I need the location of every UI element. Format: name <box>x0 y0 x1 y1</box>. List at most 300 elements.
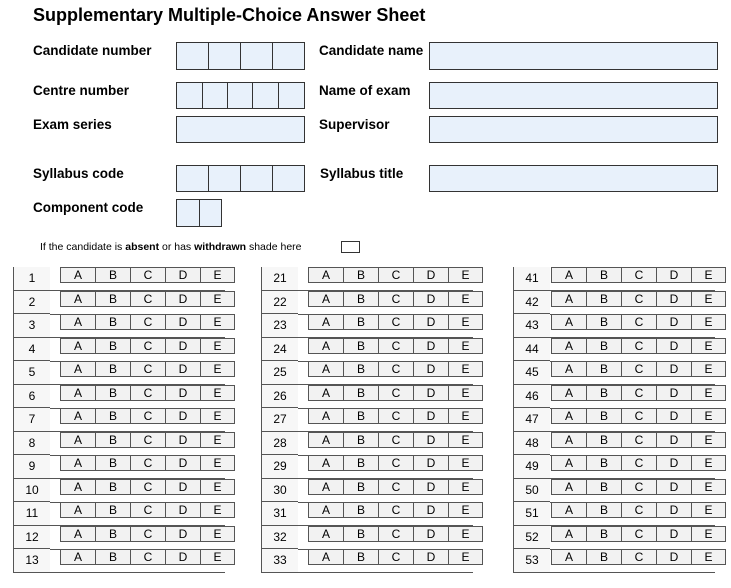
option-b-bubble[interactable]: B <box>586 502 621 518</box>
question-number: 46 <box>513 385 550 409</box>
digit-box[interactable] <box>279 83 304 108</box>
option-c-bubble[interactable]: C <box>621 291 656 307</box>
option-d-bubble[interactable]: D <box>413 361 448 377</box>
option-d-bubble[interactable]: D <box>656 549 691 565</box>
option-a-bubble[interactable]: A <box>308 479 343 495</box>
question-number: 13 <box>13 549 50 573</box>
question-number: 4 <box>13 338 50 362</box>
question-row <box>261 432 473 456</box>
option-a-bubble[interactable]: A <box>60 385 95 401</box>
option-d-bubble[interactable]: D <box>413 455 448 471</box>
option-b-bubble[interactable]: B <box>586 291 621 307</box>
option-a-bubble[interactable]: A <box>60 502 95 518</box>
option-d-bubble[interactable]: D <box>656 314 691 330</box>
answer-options <box>551 432 726 448</box>
option-d-bubble[interactable]: D <box>413 502 448 518</box>
option-b-bubble[interactable]: B <box>95 455 130 471</box>
option-a-bubble[interactable]: A <box>551 338 586 354</box>
question-row <box>261 479 473 503</box>
option-b-bubble[interactable]: B <box>95 385 130 401</box>
question-number: 45 <box>513 361 550 385</box>
option-e-bubble[interactable]: E <box>200 408 235 424</box>
option-d-bubble[interactable]: D <box>165 291 200 307</box>
question-number: 8 <box>13 432 50 456</box>
option-a-bubble[interactable]: A <box>60 549 95 565</box>
option-b-bubble[interactable]: B <box>95 314 130 330</box>
answer-options <box>551 479 726 495</box>
option-a-bubble[interactable]: A <box>308 314 343 330</box>
option-e-bubble[interactable]: E <box>691 479 726 495</box>
option-a-bubble[interactable]: A <box>308 291 343 307</box>
question-number: 33 <box>261 549 298 573</box>
syllabus-code-boxes[interactable] <box>176 165 305 192</box>
option-a-bubble[interactable]: A <box>308 502 343 518</box>
option-e-bubble[interactable]: E <box>200 385 235 401</box>
exam-series-field[interactable] <box>176 116 305 143</box>
question-row <box>13 267 225 291</box>
option-a-bubble[interactable]: A <box>551 385 586 401</box>
option-b-bubble[interactable]: B <box>343 432 378 448</box>
option-e-bubble[interactable]: E <box>200 502 235 518</box>
candidate-name-field[interactable] <box>429 42 718 70</box>
question-number: 53 <box>513 549 550 573</box>
option-a-bubble[interactable]: A <box>551 455 586 471</box>
question-row <box>13 526 225 550</box>
option-a-bubble[interactable]: A <box>551 314 586 330</box>
option-c-bubble[interactable]: C <box>130 479 165 495</box>
option-b-bubble[interactable]: B <box>586 314 621 330</box>
option-d-bubble[interactable]: D <box>165 314 200 330</box>
answer-options <box>551 455 726 471</box>
option-a-bubble[interactable]: A <box>551 267 586 283</box>
digit-box[interactable] <box>241 166 273 191</box>
option-e-bubble[interactable]: E <box>448 291 483 307</box>
digit-box[interactable] <box>273 166 304 191</box>
candidate-number-label: Candidate number <box>33 43 152 58</box>
digit-box[interactable] <box>273 43 304 69</box>
answer-options <box>60 502 235 518</box>
question-row <box>261 502 473 526</box>
option-b-bubble[interactable]: B <box>586 267 621 283</box>
option-c-bubble[interactable]: C <box>378 502 413 518</box>
option-b-bubble[interactable]: B <box>586 432 621 448</box>
question-row <box>513 432 715 456</box>
option-d-bubble[interactable]: D <box>656 479 691 495</box>
question-number: 26 <box>261 385 298 409</box>
option-d-bubble[interactable]: D <box>413 549 448 565</box>
option-d-bubble[interactable]: D <box>656 455 691 471</box>
syllabus-code-label: Syllabus code <box>33 166 124 181</box>
digit-box[interactable] <box>203 83 228 108</box>
component-code-boxes[interactable] <box>176 199 222 227</box>
question-row <box>261 314 473 338</box>
answer-options <box>308 549 483 565</box>
option-c-bubble[interactable]: C <box>621 432 656 448</box>
option-b-bubble[interactable]: B <box>586 479 621 495</box>
option-c-bubble[interactable]: C <box>378 549 413 565</box>
question-number: 2 <box>13 291 50 315</box>
option-b-bubble[interactable]: B <box>95 502 130 518</box>
question-row <box>261 408 473 432</box>
option-e-bubble[interactable]: E <box>691 502 726 518</box>
option-d-bubble[interactable]: D <box>656 361 691 377</box>
option-b-bubble[interactable]: B <box>95 526 130 542</box>
option-c-bubble[interactable]: C <box>130 502 165 518</box>
question-row <box>13 549 225 573</box>
option-c-bubble[interactable]: C <box>621 267 656 283</box>
option-e-bubble[interactable]: E <box>691 267 726 283</box>
question-number: 23 <box>261 314 298 338</box>
question-row <box>261 267 473 291</box>
option-d-bubble[interactable]: D <box>165 432 200 448</box>
option-e-bubble[interactable]: E <box>200 432 235 448</box>
option-e-bubble[interactable]: E <box>691 549 726 565</box>
question-row <box>13 338 225 362</box>
option-a-bubble[interactable]: A <box>60 267 95 283</box>
answer-options <box>308 526 483 542</box>
question-number: 49 <box>513 455 550 479</box>
option-c-bubble[interactable]: C <box>378 314 413 330</box>
option-d-bubble[interactable]: D <box>165 338 200 354</box>
option-d-bubble[interactable]: D <box>165 549 200 565</box>
option-e-bubble[interactable]: E <box>200 526 235 542</box>
option-d-bubble[interactable]: D <box>413 408 448 424</box>
question-row <box>261 291 473 315</box>
option-a-bubble[interactable]: A <box>60 408 95 424</box>
digit-box[interactable] <box>209 43 241 69</box>
option-c-bubble[interactable]: C <box>130 291 165 307</box>
centre-number-label: Centre number <box>33 83 130 98</box>
option-e-bubble[interactable]: E <box>691 526 726 542</box>
answer-options <box>551 267 726 283</box>
question-number: 21 <box>261 267 298 291</box>
option-c-bubble[interactable]: C <box>378 432 413 448</box>
answer-column <box>13 267 225 573</box>
name-of-exam-label: Name of exam <box>319 83 411 98</box>
answer-options <box>60 408 235 424</box>
option-c-bubble[interactable]: C <box>621 526 656 542</box>
option-d-bubble[interactable]: D <box>165 479 200 495</box>
digit-box[interactable] <box>228 83 253 108</box>
option-c-bubble[interactable]: C <box>378 361 413 377</box>
option-d-bubble[interactable]: D <box>413 267 448 283</box>
option-a-bubble[interactable]: A <box>551 502 586 518</box>
option-c-bubble[interactable]: C <box>621 338 656 354</box>
option-e-bubble[interactable]: E <box>448 502 483 518</box>
option-b-bubble[interactable]: B <box>343 479 378 495</box>
option-b-bubble[interactable]: B <box>586 338 621 354</box>
option-c-bubble[interactable]: C <box>130 526 165 542</box>
option-b-bubble[interactable]: B <box>343 549 378 565</box>
option-b-bubble[interactable]: B <box>95 479 130 495</box>
option-d-bubble[interactable]: D <box>413 526 448 542</box>
digit-box[interactable] <box>241 43 273 69</box>
option-a-bubble[interactable]: A <box>308 408 343 424</box>
option-e-bubble[interactable]: E <box>691 338 726 354</box>
option-b-bubble[interactable]: B <box>343 361 378 377</box>
option-e-bubble[interactable]: E <box>200 549 235 565</box>
answer-options <box>551 385 726 401</box>
option-d-bubble[interactable]: D <box>413 291 448 307</box>
option-e-bubble[interactable]: E <box>691 361 726 377</box>
option-e-bubble[interactable]: E <box>448 455 483 471</box>
option-c-bubble[interactable]: C <box>130 267 165 283</box>
option-d-bubble[interactable]: D <box>165 361 200 377</box>
option-c-bubble[interactable]: C <box>378 338 413 354</box>
question-number: 24 <box>261 338 298 362</box>
option-b-bubble[interactable]: B <box>586 408 621 424</box>
option-b-bubble[interactable]: B <box>343 408 378 424</box>
option-e-bubble[interactable]: E <box>200 314 235 330</box>
option-c-bubble[interactable]: C <box>378 385 413 401</box>
option-a-bubble[interactable]: A <box>60 479 95 495</box>
answer-options <box>60 267 235 283</box>
question-row <box>513 549 715 573</box>
option-d-bubble[interactable]: D <box>656 526 691 542</box>
option-a-bubble[interactable]: A <box>60 338 95 354</box>
question-number: 28 <box>261 432 298 456</box>
answer-options <box>308 291 483 307</box>
option-e-bubble[interactable]: E <box>448 338 483 354</box>
question-row <box>513 502 715 526</box>
question-number: 29 <box>261 455 298 479</box>
option-e-bubble[interactable]: E <box>200 291 235 307</box>
option-b-bubble[interactable]: B <box>343 455 378 471</box>
option-d-bubble[interactable]: D <box>165 267 200 283</box>
option-d-bubble[interactable]: D <box>413 479 448 495</box>
option-a-bubble[interactable]: A <box>60 455 95 471</box>
option-c-bubble[interactable]: C <box>621 314 656 330</box>
answer-options <box>551 526 726 542</box>
option-b-bubble[interactable]: B <box>95 549 130 565</box>
question-number: 47 <box>513 408 550 432</box>
question-number: 43 <box>513 314 550 338</box>
option-e-bubble[interactable]: E <box>200 361 235 377</box>
option-d-bubble[interactable]: D <box>656 432 691 448</box>
option-d-bubble[interactable]: D <box>656 408 691 424</box>
option-c-bubble[interactable]: C <box>130 361 165 377</box>
syllabus-title-field[interactable] <box>429 165 718 192</box>
option-e-bubble[interactable]: E <box>448 361 483 377</box>
option-e-bubble[interactable]: E <box>448 385 483 401</box>
option-e-bubble[interactable]: E <box>200 479 235 495</box>
answer-options <box>60 338 235 354</box>
option-d-bubble[interactable]: D <box>656 385 691 401</box>
option-a-bubble[interactable]: A <box>551 361 586 377</box>
option-d-bubble[interactable]: D <box>656 338 691 354</box>
option-a-bubble[interactable]: A <box>60 432 95 448</box>
name-of-exam-field[interactable] <box>429 82 718 109</box>
option-e-bubble[interactable]: E <box>691 385 726 401</box>
option-a-bubble[interactable]: A <box>308 338 343 354</box>
answer-options <box>551 549 726 565</box>
option-c-bubble[interactable]: C <box>621 479 656 495</box>
supervisor-field[interactable] <box>429 116 718 143</box>
option-b-bubble[interactable]: B <box>586 385 621 401</box>
option-c-bubble[interactable]: C <box>130 455 165 471</box>
option-b-bubble[interactable]: B <box>95 291 130 307</box>
option-e-bubble[interactable]: E <box>448 432 483 448</box>
question-number: 9 <box>13 455 50 479</box>
option-d-bubble[interactable]: D <box>413 314 448 330</box>
option-b-bubble[interactable]: B <box>343 338 378 354</box>
option-e-bubble[interactable]: E <box>691 314 726 330</box>
centre-number-boxes[interactable] <box>176 82 305 109</box>
option-e-bubble[interactable]: E <box>691 455 726 471</box>
digit-box[interactable] <box>177 43 209 69</box>
question-row <box>513 526 715 550</box>
digit-box[interactable] <box>253 83 279 108</box>
answer-options <box>308 338 483 354</box>
row-divider <box>550 572 715 573</box>
option-b-bubble[interactable]: B <box>343 314 378 330</box>
option-b-bubble[interactable]: B <box>95 408 130 424</box>
option-e-bubble[interactable]: E <box>691 291 726 307</box>
option-b-bubble[interactable]: B <box>586 526 621 542</box>
option-e-bubble[interactable]: E <box>200 267 235 283</box>
absent-note-text: If the candidate is <box>40 241 126 253</box>
option-d-bubble[interactable]: D <box>165 385 200 401</box>
digit-box[interactable] <box>200 200 221 226</box>
option-a-bubble[interactable]: A <box>551 432 586 448</box>
option-d-bubble[interactable]: D <box>165 502 200 518</box>
question-row <box>261 338 473 362</box>
option-c-bubble[interactable]: C <box>621 455 656 471</box>
option-b-bubble[interactable]: B <box>95 361 130 377</box>
option-e-bubble[interactable]: E <box>200 455 235 471</box>
question-row <box>513 361 715 385</box>
option-a-bubble[interactable]: A <box>308 361 343 377</box>
option-c-bubble[interactable]: C <box>621 385 656 401</box>
option-b-bubble[interactable]: B <box>586 361 621 377</box>
option-b-bubble[interactable]: B <box>343 385 378 401</box>
option-c-bubble[interactable]: C <box>378 526 413 542</box>
option-e-bubble[interactable]: E <box>200 338 235 354</box>
answer-options <box>60 432 235 448</box>
option-a-bubble[interactable]: A <box>308 267 343 283</box>
answer-options <box>551 314 726 330</box>
option-c-bubble[interactable]: C <box>130 549 165 565</box>
question-number: 25 <box>261 361 298 385</box>
option-c-bubble[interactable]: C <box>130 338 165 354</box>
supervisor-label: Supervisor <box>319 117 390 132</box>
question-number: 52 <box>513 526 550 550</box>
option-c-bubble[interactable]: C <box>378 408 413 424</box>
answer-options <box>551 361 726 377</box>
answer-options <box>551 408 726 424</box>
question-number: 12 <box>13 526 50 550</box>
question-number: 27 <box>261 408 298 432</box>
option-d-bubble[interactable]: D <box>165 408 200 424</box>
option-b-bubble[interactable]: B <box>95 338 130 354</box>
option-a-bubble[interactable]: A <box>551 549 586 565</box>
option-b-bubble[interactable]: B <box>586 455 621 471</box>
option-b-bubble[interactable]: B <box>343 502 378 518</box>
absent-shade-box[interactable] <box>341 241 360 253</box>
question-row <box>513 338 715 362</box>
option-d-bubble[interactable]: D <box>413 338 448 354</box>
option-e-bubble[interactable]: E <box>691 432 726 448</box>
candidate-name-label: Candidate name <box>319 43 424 58</box>
option-b-bubble[interactable]: B <box>586 549 621 565</box>
option-a-bubble[interactable]: A <box>308 385 343 401</box>
question-number: 6 <box>13 385 50 409</box>
option-b-bubble[interactable]: B <box>343 267 378 283</box>
option-a-bubble[interactable]: A <box>60 314 95 330</box>
option-a-bubble[interactable]: A <box>60 291 95 307</box>
option-c-bubble[interactable]: C <box>378 267 413 283</box>
option-e-bubble[interactable]: E <box>448 408 483 424</box>
option-d-bubble[interactable]: D <box>656 291 691 307</box>
question-number: 42 <box>513 291 550 315</box>
digit-box[interactable] <box>177 200 200 226</box>
option-c-bubble[interactable]: C <box>621 408 656 424</box>
option-c-bubble[interactable]: C <box>621 549 656 565</box>
candidate-number-boxes[interactable] <box>176 42 305 70</box>
digit-box[interactable] <box>177 83 203 108</box>
digit-box[interactable] <box>209 166 241 191</box>
question-row <box>513 455 715 479</box>
option-e-bubble[interactable]: E <box>448 267 483 283</box>
option-a-bubble[interactable]: A <box>60 361 95 377</box>
option-e-bubble[interactable]: E <box>448 549 483 565</box>
option-e-bubble[interactable]: E <box>691 408 726 424</box>
option-c-bubble[interactable]: C <box>130 432 165 448</box>
option-e-bubble[interactable]: E <box>448 314 483 330</box>
option-c-bubble[interactable]: C <box>130 408 165 424</box>
option-a-bubble[interactable]: A <box>551 408 586 424</box>
option-c-bubble[interactable]: C <box>378 479 413 495</box>
option-a-bubble[interactable]: A <box>308 526 343 542</box>
option-d-bubble[interactable]: D <box>165 526 200 542</box>
question-row <box>13 408 225 432</box>
option-d-bubble[interactable]: D <box>413 385 448 401</box>
option-b-bubble[interactable]: B <box>343 291 378 307</box>
component-code-label: Component code <box>33 200 144 215</box>
question-row <box>261 361 473 385</box>
option-c-bubble[interactable]: C <box>130 314 165 330</box>
option-b-bubble[interactable]: B <box>95 267 130 283</box>
absent-word: absent <box>125 241 160 253</box>
option-a-bubble[interactable]: A <box>551 291 586 307</box>
option-d-bubble[interactable]: D <box>656 267 691 283</box>
option-c-bubble[interactable]: C <box>621 361 656 377</box>
option-a-bubble[interactable]: A <box>551 479 586 495</box>
option-a-bubble[interactable]: A <box>308 549 343 565</box>
option-d-bubble[interactable]: D <box>656 502 691 518</box>
option-b-bubble[interactable]: B <box>95 432 130 448</box>
option-a-bubble[interactable]: A <box>60 526 95 542</box>
exam-series-label: Exam series <box>33 117 112 132</box>
option-a-bubble[interactable]: A <box>551 526 586 542</box>
question-number: 7 <box>13 408 50 432</box>
option-c-bubble[interactable]: C <box>130 385 165 401</box>
option-d-bubble[interactable]: D <box>413 432 448 448</box>
option-e-bubble[interactable]: E <box>448 479 483 495</box>
option-d-bubble[interactable]: D <box>165 455 200 471</box>
option-b-bubble[interactable]: B <box>343 526 378 542</box>
question-row <box>13 455 225 479</box>
option-c-bubble[interactable]: C <box>621 502 656 518</box>
option-e-bubble[interactable]: E <box>448 526 483 542</box>
answer-options <box>60 314 235 330</box>
option-c-bubble[interactable]: C <box>378 455 413 471</box>
answer-options <box>308 479 483 495</box>
option-a-bubble[interactable]: A <box>308 455 343 471</box>
digit-box[interactable] <box>177 166 209 191</box>
option-a-bubble[interactable]: A <box>308 432 343 448</box>
option-c-bubble[interactable]: C <box>378 291 413 307</box>
